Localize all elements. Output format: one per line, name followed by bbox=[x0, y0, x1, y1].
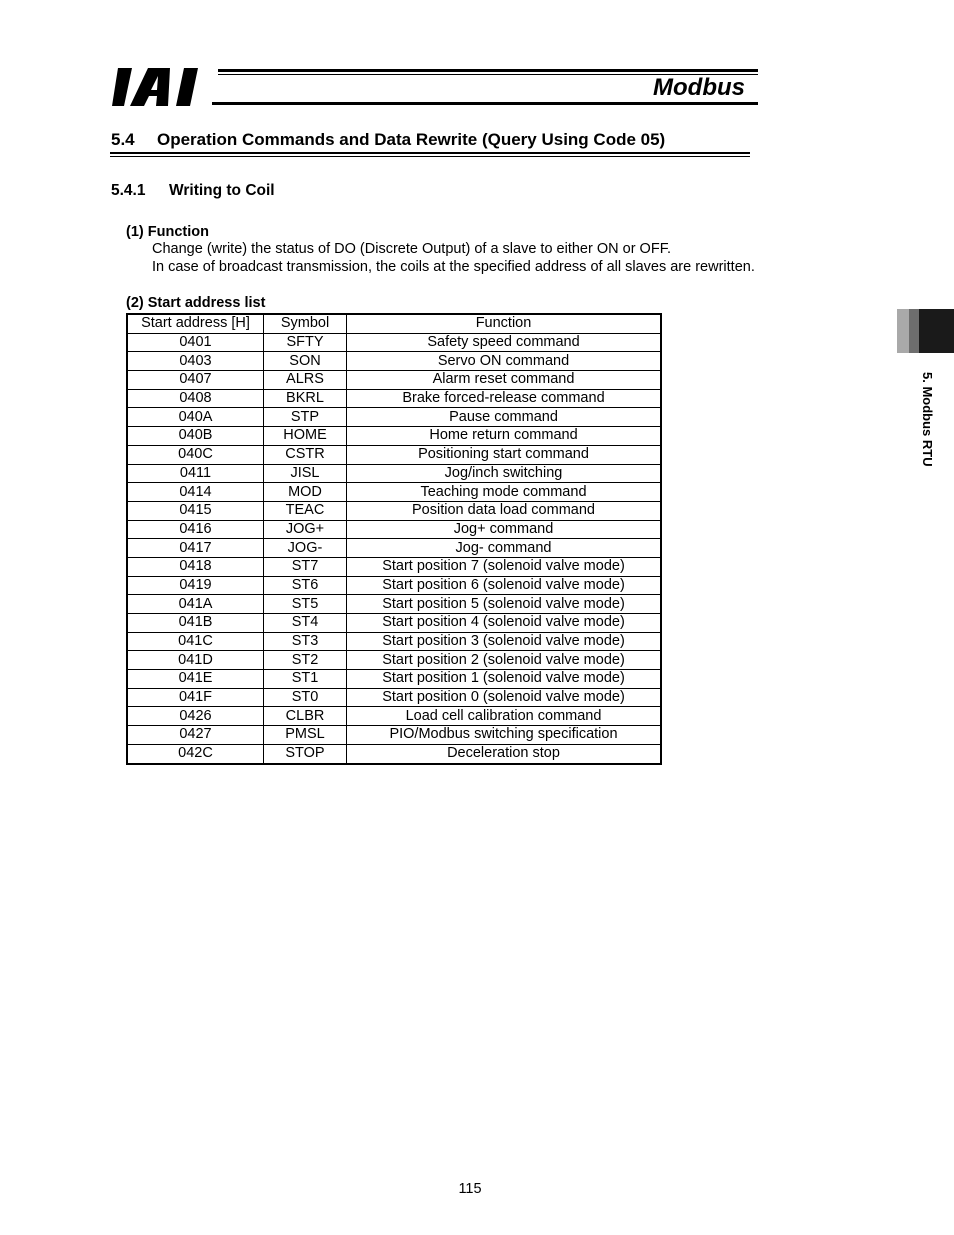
cell-symbol: ALRS bbox=[264, 371, 347, 390]
cell-symbol: JOG+ bbox=[264, 520, 347, 539]
cell-start-address: 041C bbox=[127, 632, 264, 651]
cell-start-address: 0403 bbox=[127, 352, 264, 371]
cell-start-address: 0407 bbox=[127, 371, 264, 390]
cell-function: Teaching mode command bbox=[347, 483, 662, 502]
cell-function: Load cell calibration command bbox=[347, 707, 662, 726]
cell-symbol: ST5 bbox=[264, 595, 347, 614]
cell-symbol: CLBR bbox=[264, 707, 347, 726]
address-list-heading: (2) Start address list bbox=[126, 295, 266, 311]
cell-function: Start position 1 (solenoid valve mode) bbox=[347, 670, 662, 689]
table-row bbox=[127, 464, 661, 483]
table-row bbox=[127, 352, 661, 371]
side-tab-marker-mid bbox=[909, 309, 919, 353]
cell-start-address: 0427 bbox=[127, 726, 264, 745]
cell-function: Positioning start command bbox=[347, 445, 662, 464]
cell-symbol: ST6 bbox=[264, 576, 347, 595]
table-header-row bbox=[127, 314, 661, 333]
function-heading: (1) Function bbox=[126, 224, 209, 240]
table-row bbox=[127, 445, 661, 464]
cell-start-address: 041A bbox=[127, 595, 264, 614]
table-row bbox=[127, 688, 661, 707]
table-row bbox=[127, 632, 661, 651]
section-title: Operation Commands and Data Rewrite (Query Using Code 05) bbox=[157, 130, 666, 149]
header-title: Modbus bbox=[653, 74, 745, 101]
cell-symbol: SFTY bbox=[264, 333, 347, 352]
cell-start-address: 0401 bbox=[127, 333, 264, 352]
cell-function: Alarm reset command bbox=[347, 371, 662, 390]
table-row bbox=[127, 389, 661, 408]
section-rule-thin bbox=[110, 156, 750, 157]
cell-symbol: ST0 bbox=[264, 688, 347, 707]
cell-start-address: 041E bbox=[127, 670, 264, 689]
cell-function: Deceleration stop bbox=[347, 744, 662, 763]
cell-symbol: SON bbox=[264, 352, 347, 371]
cell-symbol: HOME bbox=[264, 427, 347, 446]
table-row bbox=[127, 371, 661, 390]
cell-function: Start position 3 (solenoid valve mode) bbox=[347, 632, 662, 651]
cell-start-address: 0417 bbox=[127, 539, 264, 558]
table-row bbox=[127, 744, 661, 763]
table-row bbox=[127, 595, 661, 614]
cell-function: Brake forced-release command bbox=[347, 389, 662, 408]
cell-symbol: STP bbox=[264, 408, 347, 427]
table-row bbox=[127, 557, 661, 576]
cell-start-address: 041B bbox=[127, 614, 264, 633]
cell-function: Safety speed command bbox=[347, 333, 662, 352]
cell-function: Start position 6 (solenoid valve mode) bbox=[347, 576, 662, 595]
cell-start-address: 0416 bbox=[127, 520, 264, 539]
cell-start-address: 0415 bbox=[127, 501, 264, 520]
cell-function: Start position 0 (solenoid valve mode) bbox=[347, 688, 662, 707]
table-row bbox=[127, 408, 661, 427]
cell-symbol: ST4 bbox=[264, 614, 347, 633]
iai-logo bbox=[112, 68, 212, 106]
column-header-start-address: Start address [H] bbox=[127, 314, 264, 333]
table-row bbox=[127, 539, 661, 558]
column-header-function: Function bbox=[347, 314, 662, 333]
cell-symbol: ST2 bbox=[264, 651, 347, 670]
page-number: 115 bbox=[458, 1181, 482, 1197]
table-row bbox=[127, 670, 661, 689]
cell-function: Start position 2 (solenoid valve mode) bbox=[347, 651, 662, 670]
cell-function: Position data load command bbox=[347, 501, 662, 520]
cell-function: Jog- command bbox=[347, 539, 662, 558]
start-address-table bbox=[126, 313, 662, 765]
cell-symbol: STOP bbox=[264, 744, 347, 763]
function-line-2: In case of broadcast transmission, the coils at the specified address of all slaves are rewritten. bbox=[152, 259, 755, 275]
cell-symbol: MOD bbox=[264, 483, 347, 502]
cell-symbol: JOG- bbox=[264, 539, 347, 558]
section-rule bbox=[110, 152, 750, 154]
table-row bbox=[127, 520, 661, 539]
cell-symbol: ST7 bbox=[264, 557, 347, 576]
cell-start-address: 041D bbox=[127, 651, 264, 670]
header-rule-bottom bbox=[212, 102, 758, 105]
column-header-symbol: Symbol bbox=[264, 314, 347, 333]
header-rule-top bbox=[218, 69, 758, 72]
cell-function: Home return command bbox=[347, 427, 662, 446]
cell-start-address: 040B bbox=[127, 427, 264, 446]
table-row bbox=[127, 501, 661, 520]
cell-function: Start position 7 (solenoid valve mode) bbox=[347, 557, 662, 576]
cell-start-address: 041F bbox=[127, 688, 264, 707]
cell-function: Servo ON command bbox=[347, 352, 662, 371]
section-heading bbox=[111, 129, 665, 151]
section-number: 5.4 bbox=[111, 130, 135, 149]
cell-symbol: BKRL bbox=[264, 389, 347, 408]
cell-symbol: TEAC bbox=[264, 501, 347, 520]
cell-symbol: CSTR bbox=[264, 445, 347, 464]
cell-symbol: PMSL bbox=[264, 726, 347, 745]
cell-start-address: 0411 bbox=[127, 464, 264, 483]
cell-start-address: 040A bbox=[127, 408, 264, 427]
cell-function: Start position 5 (solenoid valve mode) bbox=[347, 595, 662, 614]
cell-symbol: ST1 bbox=[264, 670, 347, 689]
side-tab-marker-light bbox=[897, 309, 909, 353]
cell-symbol: JISL bbox=[264, 464, 347, 483]
cell-function: Start position 4 (solenoid valve mode) bbox=[347, 614, 662, 633]
table-row bbox=[127, 483, 661, 502]
cell-start-address: 0419 bbox=[127, 576, 264, 595]
subsection-number: 5.4.1 bbox=[111, 182, 146, 199]
table-row bbox=[127, 576, 661, 595]
side-tab-label: 5. Modbus RTU bbox=[920, 372, 935, 467]
table-row bbox=[127, 707, 661, 726]
cell-function: Pause command bbox=[347, 408, 662, 427]
cell-symbol: ST3 bbox=[264, 632, 347, 651]
cell-start-address: 0414 bbox=[127, 483, 264, 502]
cell-start-address: 0408 bbox=[127, 389, 264, 408]
cell-start-address: 040C bbox=[127, 445, 264, 464]
cell-function: PIO/Modbus switching specification bbox=[347, 726, 662, 745]
subsection-title: Writing to Coil bbox=[169, 182, 275, 199]
cell-start-address: 0426 bbox=[127, 707, 264, 726]
table-row bbox=[127, 726, 661, 745]
table-row bbox=[127, 333, 661, 352]
subsection-heading bbox=[111, 181, 275, 201]
cell-start-address: 0418 bbox=[127, 557, 264, 576]
table-row bbox=[127, 427, 661, 446]
side-tab-marker-dark bbox=[919, 309, 954, 353]
cell-function: Jog+ command bbox=[347, 520, 662, 539]
table-row bbox=[127, 651, 661, 670]
cell-start-address: 042C bbox=[127, 744, 264, 763]
table-row bbox=[127, 614, 661, 633]
function-line-1: Change (write) the status of DO (Discrete Output) of a slave to either ON or OFF. bbox=[152, 241, 671, 257]
table-body bbox=[127, 333, 661, 763]
cell-function: Jog/inch switching bbox=[347, 464, 662, 483]
